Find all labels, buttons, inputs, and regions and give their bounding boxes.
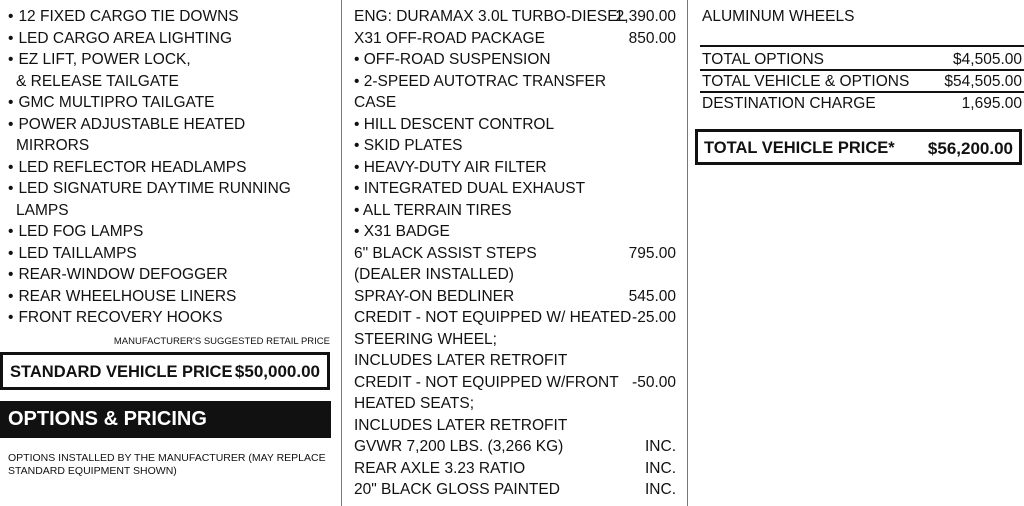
option-row xyxy=(354,92,676,114)
standard-equipment-item xyxy=(8,243,137,265)
standard-equipment-item xyxy=(8,92,215,114)
option-text: GVWR 7,200 LBS. (3,266 KG) xyxy=(354,438,564,455)
option-row xyxy=(354,286,676,308)
option-row xyxy=(354,243,676,265)
standard-equipment-text: LAMPS xyxy=(16,201,69,219)
standard-price-box xyxy=(0,352,330,390)
options-note xyxy=(8,452,326,478)
option-text: • OFF-ROAD SUSPENSION xyxy=(354,51,551,68)
option-row xyxy=(354,71,676,93)
bullet-icon: • xyxy=(8,223,14,240)
totals-label: TOTAL OPTIONS xyxy=(702,51,825,68)
standard-equipment-item xyxy=(8,114,245,136)
standard-equipment-item xyxy=(8,307,223,329)
option-row xyxy=(354,479,676,501)
option-row xyxy=(354,28,676,50)
bullet-icon: • xyxy=(8,115,14,133)
standard-equipment-text: LED REFLECTOR HEADLAMPS xyxy=(18,158,247,176)
option-amount: -25.00 xyxy=(632,309,676,326)
option-text: STEERING WHEEL; xyxy=(354,330,497,348)
options-continued-text: ALUMINUM WHEELS xyxy=(702,8,855,25)
msrp-label: MANUFACTURER'S SUGGESTED RETAIL PRICE xyxy=(113,336,330,347)
options-continued xyxy=(702,6,1022,28)
option-row xyxy=(354,329,676,351)
bullet-icon: • xyxy=(8,29,14,47)
options-note-line: OPTIONS INSTALLED BY THE MANUFACTURER (MAY REPLACE xyxy=(8,452,326,464)
option-row xyxy=(354,178,676,200)
totals-value: $54,505.00 xyxy=(944,73,1022,90)
option-row xyxy=(354,49,676,71)
standard-equipment-item xyxy=(8,178,291,200)
totals-label: DESTINATION CHARGE xyxy=(702,95,876,112)
option-row xyxy=(354,372,676,394)
totals-row xyxy=(702,49,1022,71)
standard-equipment-text: MIRRORS xyxy=(16,137,90,154)
option-amount: 545.00 xyxy=(628,287,676,305)
option-amount: -50.00 xyxy=(632,373,676,391)
option-text: CASE xyxy=(354,94,397,111)
standard-equipment-text: LED FOG LAMPS xyxy=(18,223,144,240)
standard-price-label: STANDARD VEHICLE PRICE xyxy=(10,363,233,381)
standard-equipment-text: & RELEASE TAILGATE xyxy=(16,72,179,90)
bullet-icon: • xyxy=(8,244,14,262)
option-amount: INC. xyxy=(645,481,676,498)
totals-rule-top xyxy=(700,45,1024,47)
standard-equipment-item xyxy=(8,286,236,308)
option-row xyxy=(354,350,676,372)
totals-label: TOTAL VEHICLE & OPTIONS xyxy=(702,73,910,90)
options-header: OPTIONS & PRICING xyxy=(0,401,331,438)
option-row xyxy=(354,458,676,480)
standard-equipment-text: LED CARGO AREA LIGHTING xyxy=(18,29,233,47)
option-amount: 850.00 xyxy=(628,29,676,47)
bullet-icon: • xyxy=(8,309,14,326)
option-amount: 795.00 xyxy=(628,244,676,262)
option-text: REAR AXLE 3.23 RATIO xyxy=(354,459,526,477)
option-text: INCLUDES LATER RETROFIT xyxy=(354,352,568,369)
option-text: • INTEGRATED DUAL EXHAUST xyxy=(354,180,586,197)
totals-value: $4,505.00 xyxy=(953,51,1022,68)
options-column xyxy=(344,0,686,506)
standard-equipment-item xyxy=(8,264,228,286)
standard-equipment-column xyxy=(0,0,340,506)
option-row xyxy=(354,114,676,136)
column-divider xyxy=(341,0,342,506)
column-divider xyxy=(687,0,688,506)
bullet-icon: • xyxy=(8,94,14,111)
option-text: • ALL TERRAIN TIRES xyxy=(354,201,512,219)
bullet-icon: • xyxy=(8,180,14,197)
option-row xyxy=(354,135,676,157)
standard-equipment-text: REAR WHEELHOUSE LINERS xyxy=(18,287,237,305)
standard-price-value: $50,000.00 xyxy=(234,362,320,381)
total-price-label: TOTAL VEHICLE PRICE* xyxy=(704,139,895,157)
option-row xyxy=(354,6,676,28)
option-row xyxy=(354,157,676,179)
option-text: X31 OFF-ROAD PACKAGE xyxy=(354,29,545,47)
option-text: • 2-SPEED AUTOTRAC TRANSFER xyxy=(354,72,607,90)
option-row xyxy=(354,436,676,458)
standard-equipment-item xyxy=(8,71,179,93)
totals-value: 1,695.00 xyxy=(961,95,1022,112)
option-text: • SKID PLATES xyxy=(354,137,463,154)
options-note-line: STANDARD EQUIPMENT SHOWN) xyxy=(8,465,177,477)
standard-equipment-text: REAR-WINDOW DEFOGGER xyxy=(18,266,228,283)
standard-equipment-text: POWER ADJUSTABLE HEATED xyxy=(18,115,246,133)
standard-equipment-text: GMC MULTIPRO TAILGATE xyxy=(18,94,215,111)
option-amount: 2,390.00 xyxy=(615,8,676,25)
standard-equipment-item xyxy=(8,135,89,157)
option-row xyxy=(354,307,676,329)
bullet-icon: • xyxy=(8,158,14,176)
standard-equipment-item xyxy=(8,221,143,243)
option-text: INCLUDES LATER RETROFIT xyxy=(354,416,568,434)
option-text: SPRAY-ON BEDLINER xyxy=(354,287,515,305)
totals-row xyxy=(702,93,1022,115)
option-text: CREDIT - NOT EQUIPPED W/FRONT xyxy=(354,373,619,391)
standard-equipment-item xyxy=(8,157,246,179)
option-amount: INC. xyxy=(645,459,676,477)
option-row xyxy=(354,200,676,222)
bullet-icon: • xyxy=(8,8,14,25)
option-text: (DEALER INSTALLED) xyxy=(354,266,514,283)
bullet-icon: • xyxy=(8,51,14,68)
option-text: • HILL DESCENT CONTROL xyxy=(354,115,555,133)
standard-equipment-item xyxy=(8,49,191,71)
option-text: 6" BLACK ASSIST STEPS xyxy=(354,244,537,262)
standard-equipment-text: FRONT RECOVERY HOOKS xyxy=(18,309,223,326)
option-row xyxy=(354,221,676,243)
option-row xyxy=(354,415,676,437)
total-price-box xyxy=(695,129,1022,165)
totals-row xyxy=(702,71,1022,93)
standard-equipment-item xyxy=(8,200,69,222)
standard-equipment-item xyxy=(8,28,232,50)
option-text: • X31 BADGE xyxy=(354,223,450,240)
option-amount: INC. xyxy=(645,438,676,455)
option-text: ENG: DURAMAX 3.0L TURBO-DIESEL xyxy=(354,8,627,25)
standard-equipment-text: LED SIGNATURE DAYTIME RUNNING xyxy=(18,180,291,197)
bullet-icon: • xyxy=(8,287,14,305)
total-price-value: $56,200.00 xyxy=(927,139,1013,158)
option-text: CREDIT - NOT EQUIPPED W/ HEATED xyxy=(354,309,632,326)
standard-equipment-text: LED TAILLAMPS xyxy=(18,244,137,262)
standard-equipment-text: EZ LIFT, POWER LOCK, xyxy=(18,51,191,68)
bullet-icon: • xyxy=(8,266,14,283)
option-text: 20" BLACK GLOSS PAINTED xyxy=(354,481,560,498)
standard-equipment-text: 12 FIXED CARGO TIE DOWNS xyxy=(18,8,239,25)
option-row xyxy=(354,264,676,286)
option-text: • HEAVY-DUTY AIR FILTER xyxy=(354,158,547,176)
option-text: HEATED SEATS; xyxy=(354,395,475,412)
option-row xyxy=(354,393,676,415)
standard-equipment-item xyxy=(8,6,239,28)
totals-column xyxy=(690,0,1024,506)
